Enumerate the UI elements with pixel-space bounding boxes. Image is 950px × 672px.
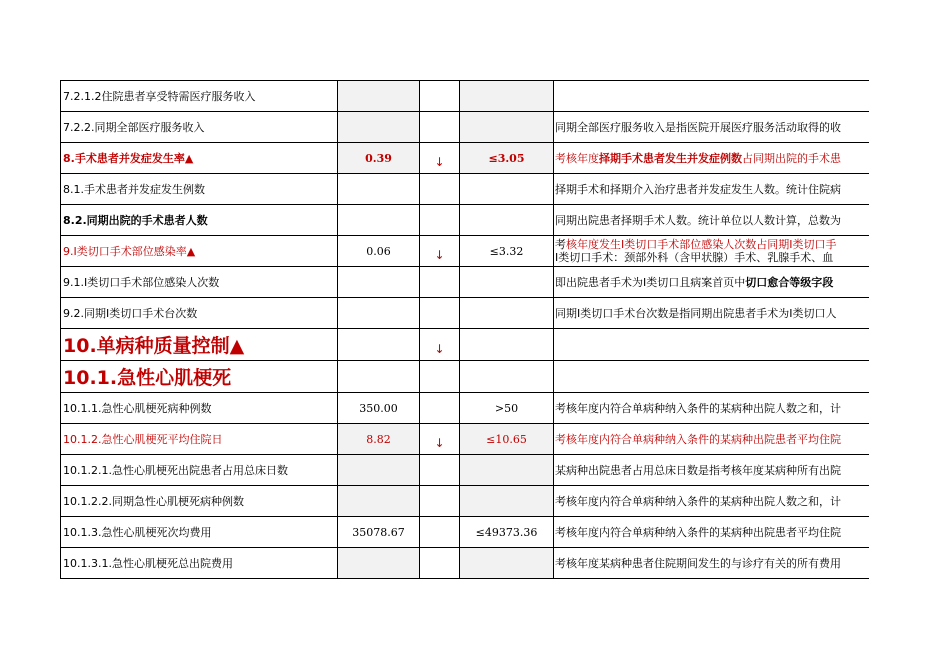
indicator-name[interactable]: 9.I类切口手术部位感染率▲	[61, 236, 338, 267]
description-cell[interactable]: 考核年度内符合单病种纳入条件的某病种出院人数之和，计	[554, 393, 870, 424]
indicator-name[interactable]: 10.1.2.急性心肌梗死平均住院日	[61, 424, 338, 455]
indicator-name[interactable]: 9.1.I类切口手术部位感染人次数	[61, 267, 338, 298]
section-heading[interactable]: 10.单病种质量控制▲	[61, 329, 338, 361]
description-cell[interactable]: 择期手术和择期介入治疗患者并发症发生人数。统计住院病	[554, 174, 870, 205]
indicator-name[interactable]: 10.1.3.1.急性心肌梗死总出院费用	[61, 548, 338, 579]
description-cell[interactable]: 考核年度内符合单病种纳入条件的某病种出院患者平均住院	[554, 517, 870, 548]
target-cell[interactable]	[460, 267, 554, 298]
trend-cell[interactable]	[420, 143, 460, 174]
table-row	[61, 267, 870, 298]
description-cell[interactable]	[554, 329, 870, 361]
description-cell[interactable]	[554, 361, 870, 393]
trend-cell[interactable]	[420, 267, 460, 298]
description-cell[interactable]: 同期I类切口手术台次数是指同期出院患者手术为I类切口人	[554, 298, 870, 329]
indicator-table	[60, 80, 869, 579]
table-row	[61, 143, 870, 174]
trend-cell[interactable]	[420, 361, 460, 393]
table-row	[61, 81, 870, 112]
table-row	[61, 205, 870, 236]
trend-cell[interactable]	[420, 205, 460, 236]
trend-cell[interactable]	[420, 424, 460, 455]
target-cell[interactable]: ≤10.65	[460, 424, 554, 455]
target-cell[interactable]	[460, 81, 554, 112]
description-cell[interactable]: 同期全部医疗服务收入是指医院开展医疗服务活动取得的收	[554, 112, 870, 143]
description-line-1: 考核年度发生I类切口手术部位感染人次数占同期I类切口手	[555, 238, 837, 251]
target-cell[interactable]	[460, 548, 554, 579]
target-cell[interactable]: >50	[460, 393, 554, 424]
value-cell[interactable]: 0.39	[338, 143, 420, 174]
indicator-name[interactable]: 7.2.2.同期全部医疗服务收入	[61, 112, 338, 143]
table-row	[61, 236, 870, 267]
value-cell[interactable]: 0.06	[338, 236, 420, 267]
spreadsheet	[60, 80, 866, 579]
indicator-name[interactable]: 8.手术患者并发症发生率▲	[61, 143, 338, 174]
value-cell[interactable]	[338, 329, 420, 361]
table-row	[61, 329, 870, 361]
down-arrow-icon: ↓	[434, 155, 445, 169]
description-cell[interactable]: 考核年度内符合单病种纳入条件的某病种出院人数之和，计	[554, 486, 870, 517]
indicator-name[interactable]: 8.1.手术患者并发症发生例数	[61, 174, 338, 205]
table-row	[61, 486, 870, 517]
value-cell[interactable]	[338, 361, 420, 393]
description-cell[interactable]: 考核年度内符合单病种纳入条件的某病种出院患者平均住院	[554, 424, 870, 455]
trend-cell[interactable]	[420, 548, 460, 579]
description-line-2: I类切口手术：颈部外科（含甲状腺）手术、乳腺手术、血	[555, 251, 834, 264]
description-cell[interactable]: 考核年度某病种患者住院期间发生的与诊疗有关的所有费用	[554, 548, 870, 579]
value-cell[interactable]	[338, 298, 420, 329]
target-cell[interactable]	[460, 205, 554, 236]
value-cell[interactable]: 350.00	[338, 393, 420, 424]
indicator-name[interactable]: 10.1.1.急性心肌梗死病种例数	[61, 393, 338, 424]
value-cell[interactable]	[338, 267, 420, 298]
table-row	[61, 548, 870, 579]
target-cell[interactable]	[460, 112, 554, 143]
description-cell[interactable]: 某病种出院患者占用总床日数是指考核年度某病种所有出院	[554, 455, 870, 486]
down-arrow-icon: ↓	[434, 341, 445, 356]
target-cell[interactable]	[460, 174, 554, 205]
trend-cell[interactable]	[420, 112, 460, 143]
value-cell[interactable]	[338, 112, 420, 143]
table-row	[61, 455, 870, 486]
indicator-name[interactable]: 10.1.2.1.急性心肌梗死出院患者占用总床日数	[61, 455, 338, 486]
table-row	[61, 298, 870, 329]
target-cell[interactable]	[460, 329, 554, 361]
table-row	[61, 174, 870, 205]
target-cell[interactable]	[460, 455, 554, 486]
value-cell[interactable]	[338, 548, 420, 579]
description-cell[interactable]: 同期出院患者择期手术人数。统计单位以人数计算，总数为	[554, 205, 870, 236]
trend-cell[interactable]	[420, 517, 460, 548]
value-cell[interactable]: 35078.67	[338, 517, 420, 548]
table-row	[61, 517, 870, 548]
value-cell[interactable]	[338, 486, 420, 517]
subsection-heading[interactable]: 10.1.急性心肌梗死	[61, 361, 338, 393]
indicator-name[interactable]: 8.2.同期出院的手术患者人数	[61, 205, 338, 236]
trend-cell[interactable]	[420, 81, 460, 112]
description-cell[interactable]	[554, 236, 870, 267]
trend-cell[interactable]	[420, 486, 460, 517]
indicator-name[interactable]: 7.2.1.2住院患者享受特需医疗服务收入	[61, 81, 338, 112]
target-cell[interactable]	[460, 298, 554, 329]
target-cell[interactable]: ≤3.32	[460, 236, 554, 267]
table-row	[61, 112, 870, 143]
trend-cell[interactable]	[420, 455, 460, 486]
table-row	[61, 361, 870, 393]
target-cell[interactable]: ≤49373.36	[460, 517, 554, 548]
indicator-name[interactable]: 9.2.同期I类切口手术台次数	[61, 298, 338, 329]
down-arrow-icon: ↓	[434, 436, 445, 450]
table-row	[61, 424, 870, 455]
trend-cell[interactable]	[420, 329, 460, 361]
trend-cell[interactable]	[420, 174, 460, 205]
value-cell[interactable]	[338, 455, 420, 486]
indicator-name[interactable]: 10.1.3.急性心肌梗死次均费用	[61, 517, 338, 548]
table-row	[61, 393, 870, 424]
target-cell[interactable]	[460, 361, 554, 393]
target-cell[interactable]	[460, 486, 554, 517]
description-cell[interactable]: 考核年度择期手术患者发生并发症例数占同期出院的手术患	[554, 143, 870, 174]
description-cell[interactable]	[554, 81, 870, 112]
value-cell[interactable]	[338, 205, 420, 236]
description-cell[interactable]: 即出院患者手术为I类切口且病案首页中切口愈合等级字段	[554, 267, 870, 298]
value-cell[interactable]	[338, 81, 420, 112]
trend-cell[interactable]	[420, 236, 460, 267]
target-cell[interactable]: ≤3.05	[460, 143, 554, 174]
value-cell[interactable]: 8.82	[338, 424, 420, 455]
trend-cell[interactable]	[420, 298, 460, 329]
value-cell[interactable]	[338, 174, 420, 205]
trend-cell[interactable]	[420, 393, 460, 424]
down-arrow-icon: ↓	[434, 248, 445, 262]
indicator-name[interactable]: 10.1.2.2.同期急性心肌梗死病种例数	[61, 486, 338, 517]
